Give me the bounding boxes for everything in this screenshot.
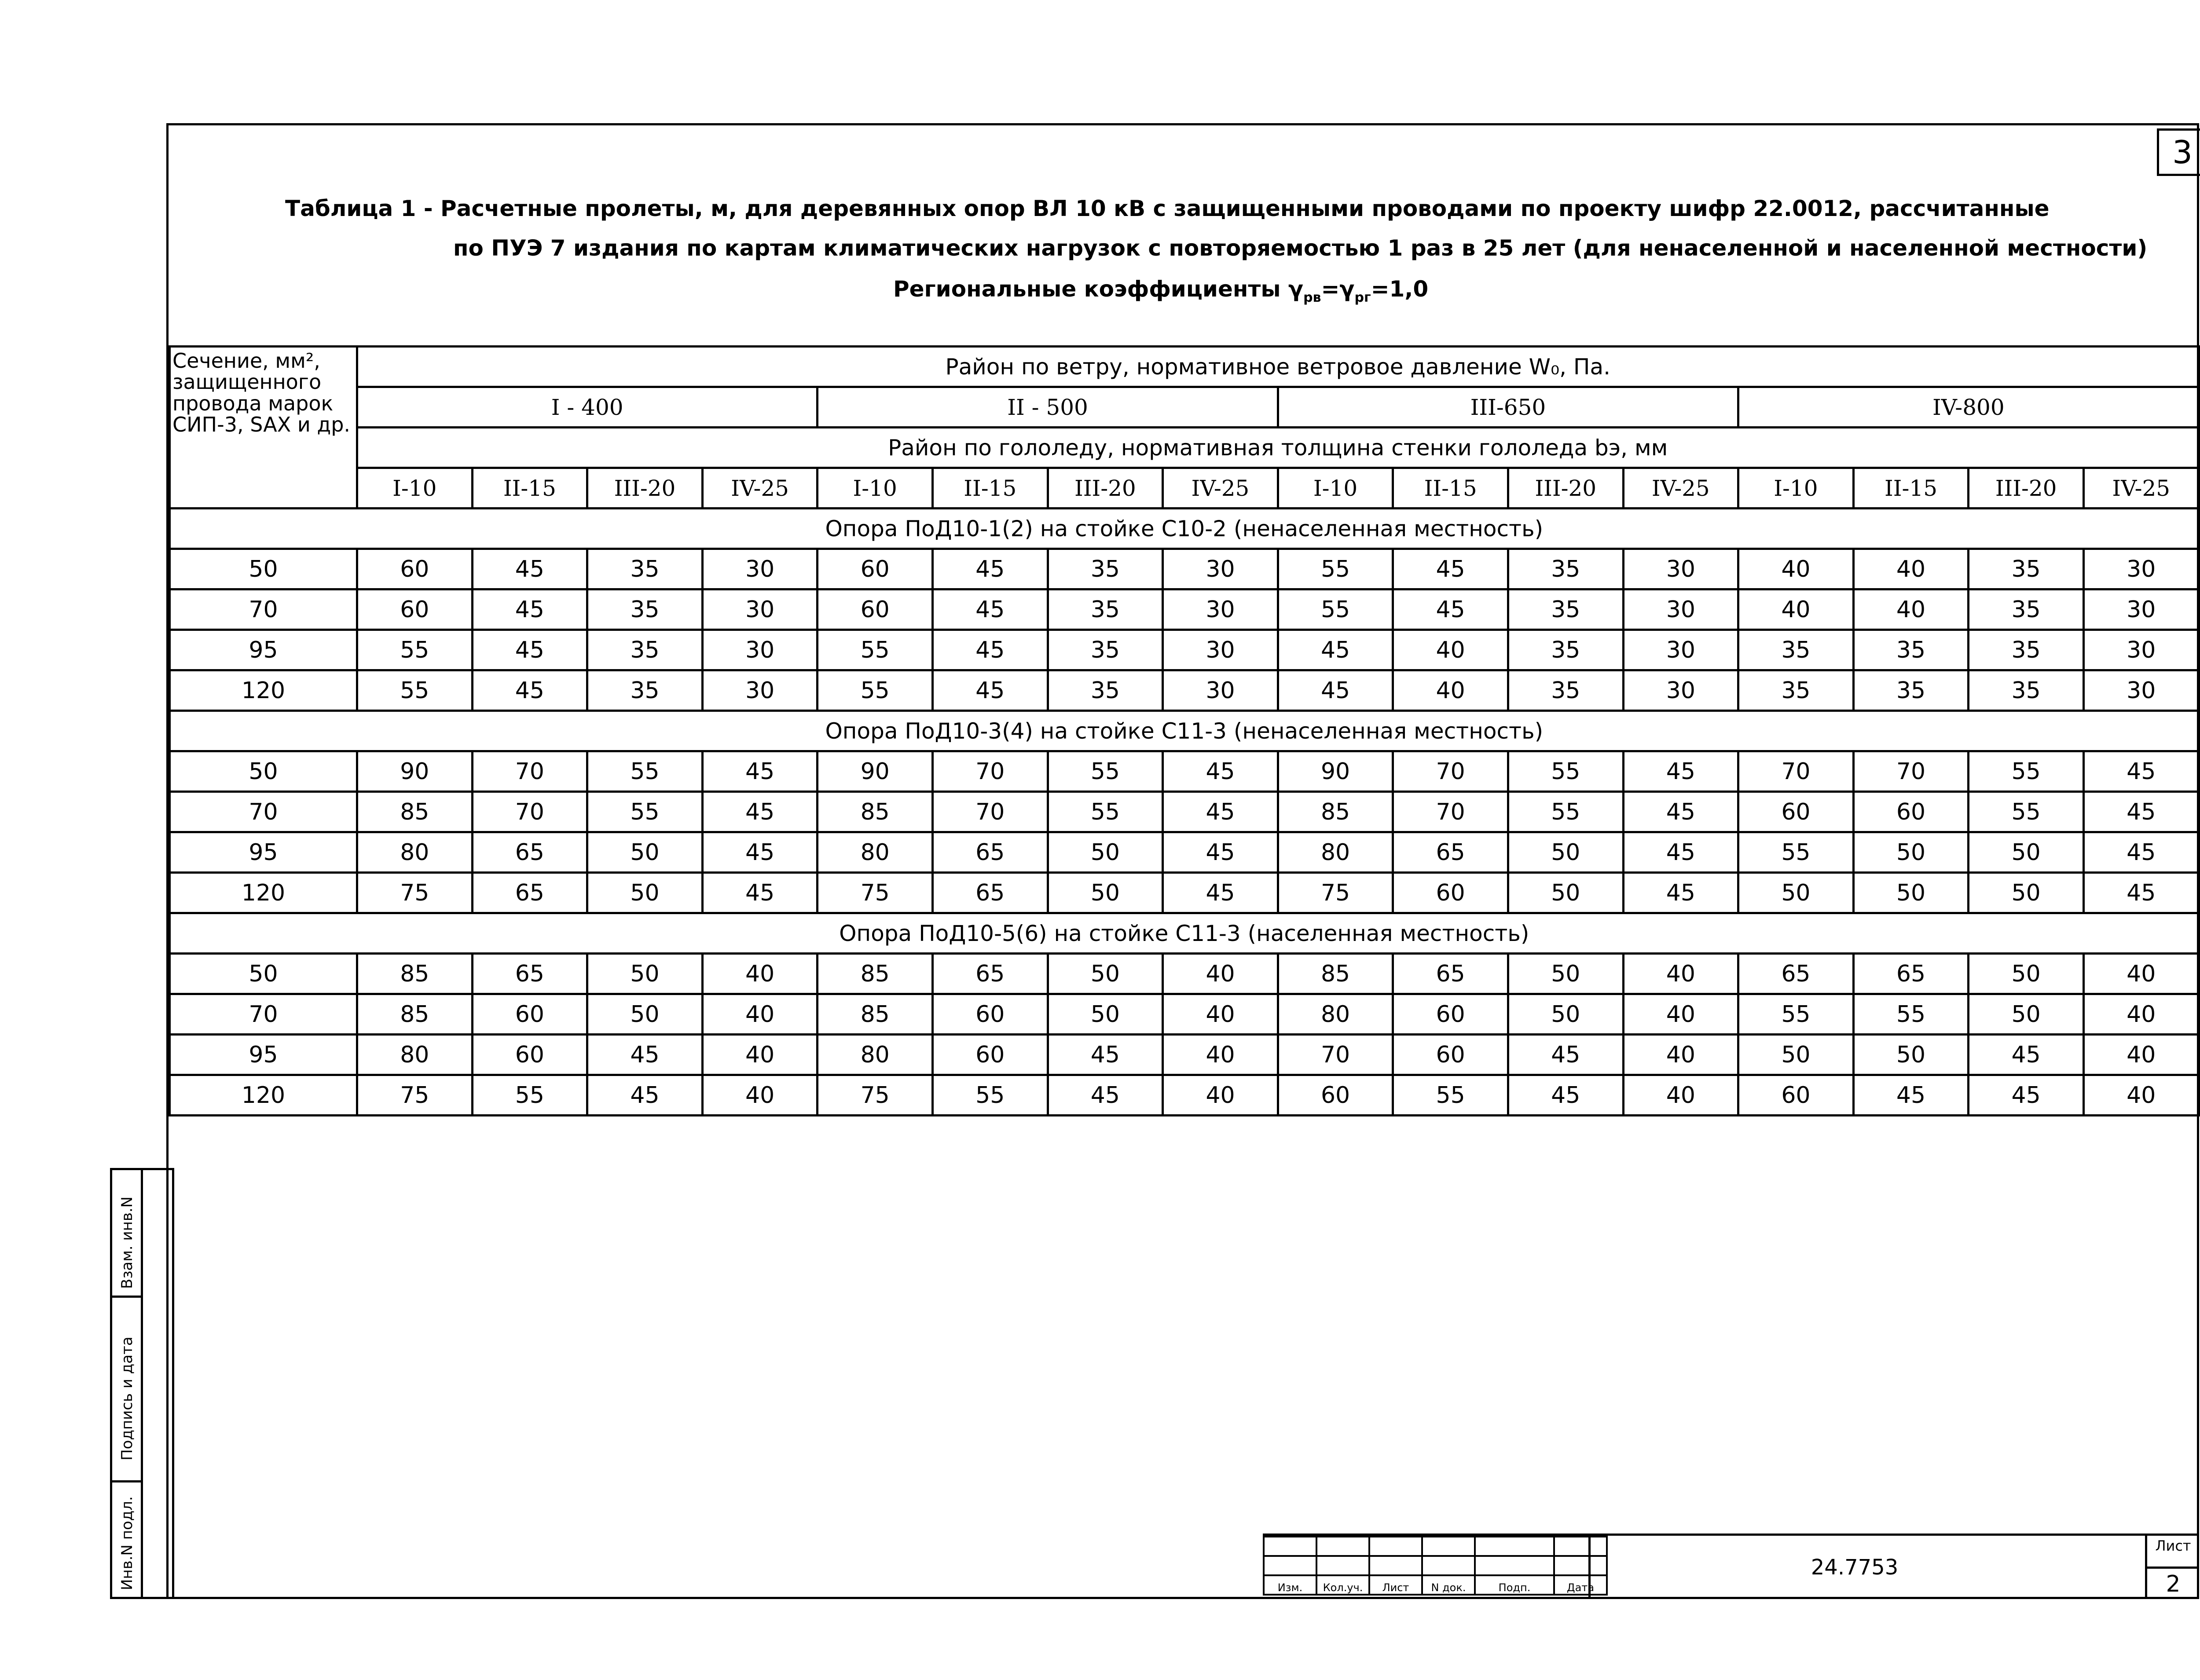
span-value-cell: 60 [1393, 873, 1508, 913]
span-value-cell: 55 [357, 630, 473, 670]
ice-region-1: I-10 [357, 468, 473, 509]
section-title-row [170, 913, 2199, 954]
span-value-cell: 80 [357, 832, 473, 873]
title-block-grid [1263, 1536, 1608, 1596]
span-value-cell: 40 [1738, 589, 1854, 630]
span-value-cell: 60 [1738, 792, 1854, 832]
span-value-cell: 40 [1738, 549, 1854, 589]
span-value-cell: 55 [587, 751, 703, 792]
span-value-cell: 55 [1393, 1075, 1508, 1116]
span-value-cell: 45 [1163, 751, 1278, 792]
span-value-cell: 35 [1508, 670, 1623, 711]
span-value-cell: 50 [1048, 873, 1163, 913]
span-value-cell: 60 [472, 1035, 587, 1075]
span-value-cell: 40 [702, 1035, 818, 1075]
title-line-1: Таблица 1 - Расчетные пролеты, м, для деревянных опор ВЛ 10 кВ с защищенными проводами по проекту шифр 22.0012, рассчитанные [285, 196, 2050, 221]
ice-region-10: II-15 [1393, 468, 1508, 509]
span-value-cell: 45 [2083, 792, 2199, 832]
span-value-cell: 80 [818, 1035, 933, 1075]
span-value-cell: 75 [357, 1075, 473, 1116]
span-value-cell: 40 [1623, 994, 1738, 1035]
wind-region-1: I - 400 [357, 387, 818, 428]
span-value-cell: 30 [2083, 630, 2199, 670]
span-value-cell: 85 [357, 792, 473, 832]
span-value-cell: 50 [1969, 832, 2084, 873]
span-value-cell: 55 [1048, 792, 1163, 832]
ice-region-2: II-15 [472, 468, 587, 509]
wind-region-3: III-650 [1278, 387, 1738, 428]
cable-section-cell: 120 [170, 873, 357, 913]
span-value-cell: 50 [1048, 954, 1163, 994]
cable-section-cell: 50 [170, 549, 357, 589]
span-value-cell: 70 [932, 751, 1048, 792]
table-row [170, 549, 2199, 589]
span-value-cell: 45 [702, 751, 818, 792]
wind-region-2: II - 500 [818, 387, 1278, 428]
span-value-cell: 45 [1048, 1035, 1163, 1075]
span-value-cell: 85 [818, 994, 933, 1035]
span-value-cell: 45 [1278, 630, 1393, 670]
span-value-cell: 50 [1853, 873, 1969, 913]
span-value-cell: 55 [587, 792, 703, 832]
sheet-label: Лист [2155, 1537, 2191, 1554]
stamp-cell-replace [112, 1170, 143, 1298]
span-value-cell: 35 [1969, 549, 2084, 589]
span-value-cell: 45 [472, 670, 587, 711]
stamp-label-inv: Инв.N подл. [118, 1496, 136, 1590]
ice-region-16: IV-25 [2083, 468, 2199, 509]
span-value-cell: 60 [1278, 1075, 1393, 1116]
sheet-value: 2 [2147, 1567, 2199, 1599]
span-value-cell: 70 [1853, 751, 1969, 792]
span-value-cell: 50 [1853, 1035, 1969, 1075]
span-value-cell: 45 [1623, 792, 1738, 832]
ice-region-11: III-20 [1508, 468, 1623, 509]
ice-region-7: III-20 [1048, 468, 1163, 509]
table-row [170, 670, 2199, 711]
span-value-cell: 70 [1393, 792, 1508, 832]
span-value-cell: 50 [1508, 994, 1623, 1035]
span-value-cell: 55 [1853, 994, 1969, 1035]
span-value-cell: 60 [472, 994, 587, 1035]
table-row [170, 792, 2199, 832]
stamp-label-sign: Подпись и дата [118, 1336, 136, 1460]
span-value-cell: 70 [1278, 1035, 1393, 1075]
span-value-cell: 45 [587, 1035, 703, 1075]
ice-region-9: I-10 [1278, 468, 1393, 509]
span-value-cell: 60 [357, 589, 473, 630]
span-value-cell: 75 [357, 873, 473, 913]
span-value-cell: 65 [472, 832, 587, 873]
span-value-cell: 35 [1969, 630, 2084, 670]
span-value-cell: 90 [357, 751, 473, 792]
sheet-box [2145, 1536, 2199, 1599]
span-value-cell: 45 [472, 549, 587, 589]
table-row [170, 589, 2199, 630]
span-value-cell: 65 [472, 954, 587, 994]
span-value-cell: 30 [2083, 670, 2199, 711]
span-value-cell: 40 [1623, 954, 1738, 994]
span-value-cell: 80 [1278, 832, 1393, 873]
span-value-cell: 30 [702, 670, 818, 711]
span-value-cell: 60 [932, 994, 1048, 1035]
span-value-cell: 65 [1393, 954, 1508, 994]
span-value-cell: 45 [1393, 589, 1508, 630]
span-value-cell: 40 [1853, 589, 1969, 630]
span-value-cell: 30 [1623, 549, 1738, 589]
table-row [170, 1075, 2199, 1116]
span-value-cell: 30 [1623, 589, 1738, 630]
span-value-cell: 50 [1969, 994, 2084, 1035]
span-value-cell: 60 [1738, 1075, 1854, 1116]
span-value-cell: 85 [357, 994, 473, 1035]
span-value-cell: 40 [2083, 954, 2199, 994]
span-value-cell: 55 [818, 670, 933, 711]
coef-mid: =γ [1321, 276, 1355, 302]
span-value-cell: 45 [932, 589, 1048, 630]
span-value-cell: 30 [1163, 670, 1278, 711]
span-value-cell: 65 [932, 873, 1048, 913]
ice-region-8: IV-25 [1163, 468, 1278, 509]
title-block [1263, 1534, 2199, 1599]
span-value-cell: 30 [1163, 549, 1278, 589]
span-value-cell: 55 [1738, 832, 1854, 873]
span-value-cell: 85 [818, 792, 933, 832]
title-block-col-label: Изм. [1264, 1575, 1316, 1595]
section-title: Опора ПоД10-3(4) на стойке С11-3 (ненаселенная местность) [170, 711, 2199, 751]
span-value-cell: 70 [1738, 751, 1854, 792]
span-value-cell: 35 [1969, 589, 2084, 630]
span-value-cell: 50 [1738, 873, 1854, 913]
cable-section-cell: 95 [170, 630, 357, 670]
span-value-cell: 50 [1508, 954, 1623, 994]
span-value-cell: 35 [1853, 670, 1969, 711]
span-value-cell: 55 [357, 670, 473, 711]
wind-region-4: IV-800 [1738, 387, 2199, 428]
span-value-cell: 60 [932, 1035, 1048, 1075]
span-value-cell: 65 [1853, 954, 1969, 994]
span-value-cell: 80 [1278, 994, 1393, 1035]
span-value-cell: 50 [1738, 1035, 1854, 1075]
title-block-col-label: Кол.уч. [1316, 1575, 1369, 1595]
span-value-cell: 30 [702, 630, 818, 670]
span-value-cell: 40 [1623, 1075, 1738, 1116]
ice-region-4: IV-25 [702, 468, 818, 509]
span-value-cell: 35 [587, 589, 703, 630]
ice-region-15: III-20 [1969, 468, 2084, 509]
span-value-cell: 35 [1048, 630, 1163, 670]
span-value-cell: 50 [587, 954, 703, 994]
span-value-cell: 50 [587, 832, 703, 873]
span-value-cell: 45 [1163, 832, 1278, 873]
span-value-cell: 45 [472, 630, 587, 670]
span-value-cell: 45 [2083, 832, 2199, 873]
span-value-cell: 30 [1163, 630, 1278, 670]
span-value-cell: 35 [1853, 630, 1969, 670]
span-value-cell: 40 [1163, 1075, 1278, 1116]
coef-suffix: =1,0 [1371, 276, 1429, 302]
span-value-cell: 40 [1623, 1035, 1738, 1075]
span-value-cell: 60 [1853, 792, 1969, 832]
span-value-cell: 40 [1853, 549, 1969, 589]
span-value-cell: 30 [702, 589, 818, 630]
span-value-cell: 45 [1508, 1035, 1623, 1075]
span-value-cell: 90 [1278, 751, 1393, 792]
span-value-cell: 55 [932, 1075, 1048, 1116]
span-value-cell: 60 [1393, 994, 1508, 1035]
span-value-cell: 50 [587, 994, 703, 1035]
span-value-cell: 40 [1393, 670, 1508, 711]
span-value-cell: 40 [2083, 994, 2199, 1035]
span-value-cell: 30 [1623, 670, 1738, 711]
span-value-cell: 45 [1969, 1075, 2084, 1116]
span-value-cell: 45 [472, 589, 587, 630]
cable-section-cell: 120 [170, 670, 357, 711]
span-value-cell: 55 [1278, 549, 1393, 589]
span-value-cell: 35 [587, 630, 703, 670]
span-value-cell: 35 [1738, 630, 1854, 670]
span-value-cell: 35 [1969, 670, 2084, 711]
span-value-cell: 65 [1738, 954, 1854, 994]
span-value-cell: 70 [932, 792, 1048, 832]
span-value-cell: 45 [1508, 1075, 1623, 1116]
span-value-cell: 50 [1508, 832, 1623, 873]
span-value-cell: 55 [1969, 792, 2084, 832]
title-line-2: по ПУЭ 7 издания по картам климатических нагрузок с повторяемостью 1 раз в 25 лет (для ненаселенной и населенной местности) [453, 235, 2148, 261]
title-block-col-label: Лист [1369, 1575, 1422, 1595]
span-value-cell: 40 [2083, 1075, 2199, 1116]
span-value-cell: 50 [1508, 873, 1623, 913]
title-line-3 [893, 276, 1428, 305]
span-value-cell: 55 [818, 630, 933, 670]
span-value-cell: 30 [1163, 589, 1278, 630]
span-value-cell: 45 [1278, 670, 1393, 711]
ice-region-6: II-15 [932, 468, 1048, 509]
span-value-cell: 30 [2083, 589, 2199, 630]
span-value-cell: 35 [1508, 549, 1623, 589]
title-block-col-label: Дата [1554, 1575, 1607, 1595]
span-value-cell: 40 [1393, 630, 1508, 670]
stamp-cell-inv [112, 1482, 143, 1599]
span-value-cell: 65 [472, 873, 587, 913]
span-value-cell: 60 [818, 549, 933, 589]
span-value-cell: 65 [932, 832, 1048, 873]
span-value-cell: 55 [1048, 751, 1163, 792]
span-value-cell: 60 [357, 549, 473, 589]
span-value-cell: 40 [2083, 1035, 2199, 1075]
stamp-label-replace: Взам. инв.N [118, 1196, 136, 1289]
span-value-cell: 50 [587, 873, 703, 913]
cable-section-cell: 120 [170, 1075, 357, 1116]
span-value-cell: 30 [2083, 549, 2199, 589]
document-number: 24.7753 [1588, 1536, 2119, 1599]
span-value-cell: 45 [1393, 549, 1508, 589]
span-value-cell: 50 [1969, 873, 2084, 913]
span-value-cell: 45 [1853, 1075, 1969, 1116]
span-value-cell: 55 [1969, 751, 2084, 792]
span-value-cell: 50 [1853, 832, 1969, 873]
span-value-cell: 45 [1163, 873, 1278, 913]
span-value-cell: 75 [818, 1075, 933, 1116]
cable-section-cell: 95 [170, 832, 357, 873]
ice-region-14: II-15 [1853, 468, 1969, 509]
span-value-cell: 70 [472, 751, 587, 792]
span-value-cell: 45 [702, 792, 818, 832]
coef-sub-2: рг [1354, 290, 1371, 305]
span-value-cell: 45 [1969, 1035, 2084, 1075]
span-value-cell: 55 [1738, 994, 1854, 1035]
cable-section-cell: 70 [170, 792, 357, 832]
span-value-cell: 35 [587, 549, 703, 589]
cable-section-cell: 50 [170, 954, 357, 994]
table-row [170, 751, 2199, 792]
cable-section-cell: 70 [170, 589, 357, 630]
table-row [170, 630, 2199, 670]
table-row [170, 954, 2199, 994]
span-value-cell: 65 [932, 954, 1048, 994]
span-value-cell: 40 [702, 954, 818, 994]
span-value-cell: 50 [1048, 994, 1163, 1035]
table-row [170, 1035, 2199, 1075]
title-block-col-label: N док. [1422, 1575, 1475, 1595]
section-title: Опора ПоД10-1(2) на стойке С10-2 (ненаселенная местность) [170, 509, 2199, 549]
span-value-cell: 85 [1278, 792, 1393, 832]
span-value-cell: 35 [1048, 549, 1163, 589]
span-value-cell: 90 [818, 751, 933, 792]
span-value-cell: 85 [357, 954, 473, 994]
span-value-cell: 45 [932, 670, 1048, 711]
span-value-cell: 45 [1048, 1075, 1163, 1116]
span-value-cell: 45 [702, 873, 818, 913]
corner-header: Сечение, мм², защищенного провода марок СИП-3, SAX и др. [170, 347, 357, 509]
span-value-cell: 45 [1623, 873, 1738, 913]
span-value-cell: 70 [1393, 751, 1508, 792]
span-value-cell: 40 [1163, 994, 1278, 1035]
span-value-cell: 80 [357, 1035, 473, 1075]
span-value-cell: 60 [818, 589, 933, 630]
span-value-cell: 65 [1393, 832, 1508, 873]
cable-section-cell: 50 [170, 751, 357, 792]
span-value-cell: 50 [1048, 832, 1163, 873]
table-row [170, 832, 2199, 873]
wind-header: Район по ветру, нормативное ветровое давление W₀, Па. [357, 347, 2199, 387]
span-value-cell: 35 [1738, 670, 1854, 711]
ice-region-13: I-10 [1738, 468, 1854, 509]
cable-section-cell: 95 [170, 1035, 357, 1075]
span-value-cell: 85 [818, 954, 933, 994]
span-value-cell: 85 [1278, 954, 1393, 994]
span-value-cell: 45 [1623, 832, 1738, 873]
span-value-cell: 45 [702, 832, 818, 873]
spans-table [169, 345, 2200, 1116]
span-value-cell: 40 [1163, 1035, 1278, 1075]
title-block-col-label: Подп. [1475, 1575, 1554, 1595]
span-value-cell: 35 [1048, 670, 1163, 711]
span-value-cell: 60 [1393, 1035, 1508, 1075]
span-value-cell: 75 [818, 873, 933, 913]
span-value-cell: 30 [1623, 630, 1738, 670]
stamp-cell-sign [112, 1298, 143, 1482]
ice-region-12: IV-25 [1623, 468, 1738, 509]
coef-sub-1: рв [1303, 290, 1321, 305]
span-value-cell: 45 [1623, 751, 1738, 792]
span-value-cell: 55 [1508, 792, 1623, 832]
section-title: Опора ПоД10-5(6) на стойке С11-3 (населенная местность) [170, 913, 2199, 954]
ice-region-5: I-10 [818, 468, 933, 509]
span-value-cell: 80 [818, 832, 933, 873]
span-value-cell: 45 [1163, 792, 1278, 832]
span-value-cell: 45 [2083, 873, 2199, 913]
left-vertical-stamp [110, 1168, 174, 1599]
span-value-cell: 35 [1508, 630, 1623, 670]
cable-section-cell: 70 [170, 994, 357, 1035]
coef-prefix: Региональные коэффициенты γ [893, 276, 1304, 302]
span-value-cell: 45 [932, 630, 1048, 670]
span-value-cell: 50 [1969, 954, 2084, 994]
span-value-cell: 45 [932, 549, 1048, 589]
span-value-cell: 40 [702, 994, 818, 1035]
span-value-cell: 45 [587, 1075, 703, 1116]
span-value-cell: 45 [2083, 751, 2199, 792]
span-value-cell: 35 [1508, 589, 1623, 630]
section-title-row [170, 711, 2199, 751]
span-value-cell: 40 [1163, 954, 1278, 994]
span-value-cell: 55 [1278, 589, 1393, 630]
span-value-cell: 35 [587, 670, 703, 711]
span-value-cell: 55 [472, 1075, 587, 1116]
span-value-cell: 30 [702, 549, 818, 589]
ice-region-3: III-20 [587, 468, 703, 509]
span-value-cell: 35 [1048, 589, 1163, 630]
table-row [170, 994, 2199, 1035]
ice-header: Район по гололеду, нормативная толщина стенки гололеда bэ, мм [357, 428, 2199, 468]
span-value-cell: 75 [1278, 873, 1393, 913]
sheet-number: 3 [2157, 128, 2200, 176]
span-value-cell: 55 [1508, 751, 1623, 792]
span-value-cell: 70 [472, 792, 587, 832]
section-title-row [170, 509, 2199, 549]
table-row [170, 873, 2199, 913]
span-value-cell: 40 [702, 1075, 818, 1116]
